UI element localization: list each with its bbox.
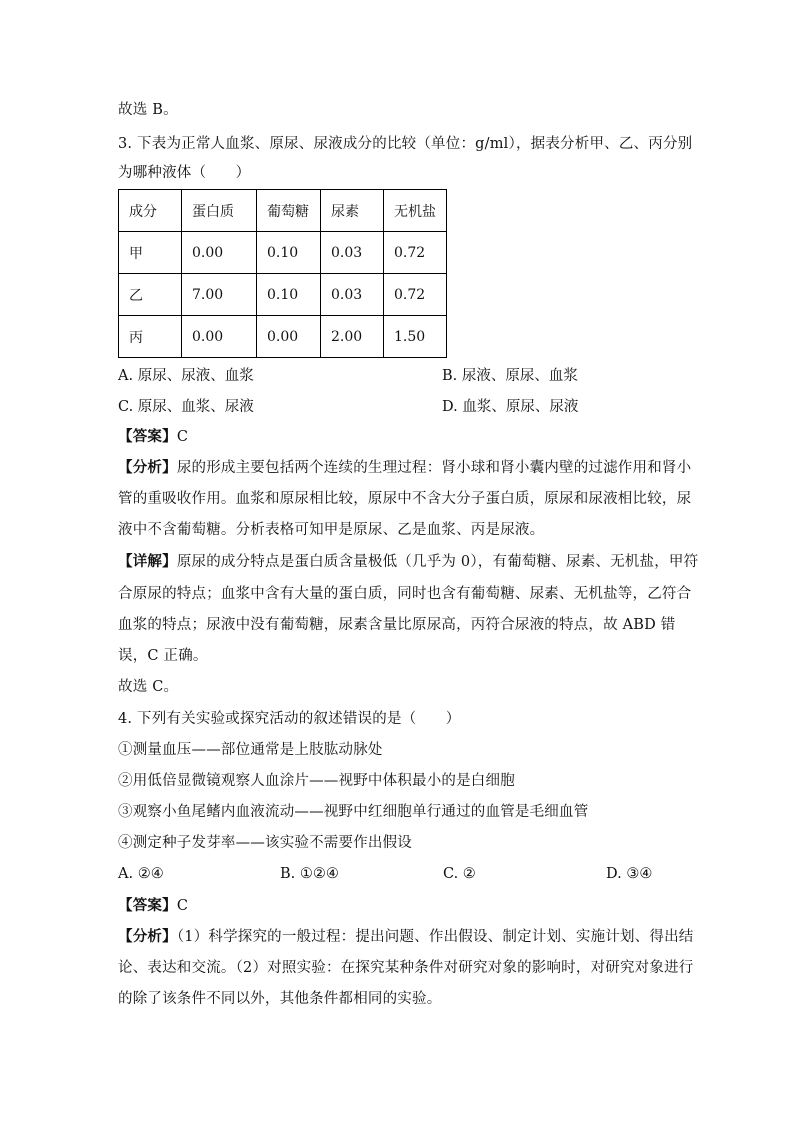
q4-analysis-line-1 [118, 927, 694, 947]
q4-statement-1: ①测量血压——部位通常是上肢肱动脉处 [118, 742, 383, 758]
table-header-cell: 蛋白质 [182, 190, 257, 232]
table-cell: 0.03 [321, 232, 384, 274]
analysis-tag: 【分析】 [118, 928, 177, 945]
table-cell: 乙 [119, 274, 182, 316]
analysis-line-2: 管的重吸收作用。血浆和原尿相比较，原尿中不含大分子蛋白质，原尿和尿液相比较，尿 [118, 491, 692, 507]
table-cell: 0.10 [257, 232, 321, 274]
answer-tag: 【答案】 [118, 897, 177, 914]
table-cell: 0.00 [182, 232, 257, 274]
q4-option-d: D. ③④ [606, 866, 653, 882]
table-header-cell: 成分 [119, 190, 182, 232]
analysis-line-1 [118, 458, 691, 478]
table-cell: 0.00 [182, 316, 257, 358]
table-cell: 0.72 [384, 232, 447, 274]
table-cell: 1.50 [384, 316, 447, 358]
answer-line-q4 [118, 896, 188, 916]
explanation-line-2: 合原尿的特点；血浆中含有大量的蛋白质，同时也含有葡萄糖、尿素、无机盐等，乙符合 [118, 586, 692, 602]
q3-option-c: C. 原尿、血浆、尿液 [118, 399, 254, 415]
table-cell: 2.00 [321, 316, 384, 358]
answer-tag: 【答案】 [118, 428, 177, 445]
analysis-tag: 【分析】 [118, 459, 177, 476]
table-cell: 0.00 [257, 316, 321, 358]
table-cell: 甲 [119, 232, 182, 274]
table-header-cell: 葡萄糖 [257, 190, 321, 232]
table-row [119, 316, 447, 358]
q4-analysis-line-3: 的除了该条件不同以外，其他条件都相同的实验。 [118, 991, 442, 1007]
table-cell: 0.72 [384, 274, 447, 316]
analysis-line-3: 液中不含葡萄糖。分析表格可知甲是原尿、乙是血浆、丙是尿液。 [118, 522, 545, 538]
analysis-text: （1）科学探究的一般过程：提出问题、作出假设、制定计划、实施计划、得出结 [176, 929, 694, 945]
table-header-row [119, 190, 447, 232]
answer-conclusion-q2: 故选 B。 [118, 102, 178, 118]
answer-value: C [176, 898, 189, 914]
q3-option-a: A. 原尿、尿液、血浆 [118, 368, 254, 384]
answer-line-q3 [118, 427, 188, 447]
explanation-tag: 【详解】 [118, 553, 177, 570]
table-row [119, 232, 447, 274]
table-cell: 7.00 [182, 274, 257, 316]
explanation-line-3: 血浆的特点；尿液中没有葡萄糖，尿素含量比原尿高，丙符合尿液的特点，故 ABD 错 [118, 617, 676, 633]
table-cell: 0.03 [321, 274, 384, 316]
table-row [119, 274, 447, 316]
question-4-stem: 4. 下列有关实验或探究活动的叙述错误的是（ ） [118, 711, 461, 727]
q3-option-b: B. 尿液、原尿、血浆 [442, 368, 578, 384]
explanation-line-4: 误，C 正确。 [118, 648, 208, 664]
q4-analysis-line-2: 论、表达和交流。（2）对照实验：在探究某种条件对研究对象的影响时，对研究对象进行 [118, 960, 694, 976]
q4-option-c: C. ② [443, 866, 476, 882]
q4-statement-4: ④测定种子发芽率——该实验不需要作出假设 [118, 835, 412, 851]
explanation-line-1 [118, 552, 698, 572]
table-cell: 0.10 [257, 274, 321, 316]
question-3-stem-line-1: 3. 下表为正常人血浆、原尿、尿液成分的比较（单位：g/ml），据表分析甲、乙、丙分别 [118, 136, 693, 152]
composition-table [118, 189, 447, 358]
q4-statement-3: ③观察小鱼尾鳍内血液流动——视野中红细胞单行通过的血管是毛细血管 [118, 804, 589, 820]
explanation-text: 原尿的成分特点是蛋白质含量极低（几乎为 0），有葡萄糖、尿素、无机盐，甲符 [176, 554, 699, 570]
table-header-cell: 无机盐 [384, 190, 447, 232]
answer-value: C [176, 429, 189, 445]
analysis-text: 尿的形成主要包括两个连续的生理过程：肾小球和肾小囊内壁的过滤作用和肾小 [176, 460, 692, 476]
q4-option-a: A. ②④ [118, 866, 164, 882]
table-cell: 丙 [119, 316, 182, 358]
table-header-cell: 尿素 [321, 190, 384, 232]
q4-statement-2: ②用低倍显微镜观察人血涂片——视野中体积最小的是白细胞 [118, 773, 515, 789]
q4-option-b: B. ①②④ [280, 866, 339, 882]
q3-option-d: D. 血浆、原尿、尿液 [442, 399, 579, 415]
answer-conclusion-q3: 故选 C。 [118, 679, 179, 695]
question-3-stem-line-2: 为哪种液体（ ） [118, 165, 251, 181]
